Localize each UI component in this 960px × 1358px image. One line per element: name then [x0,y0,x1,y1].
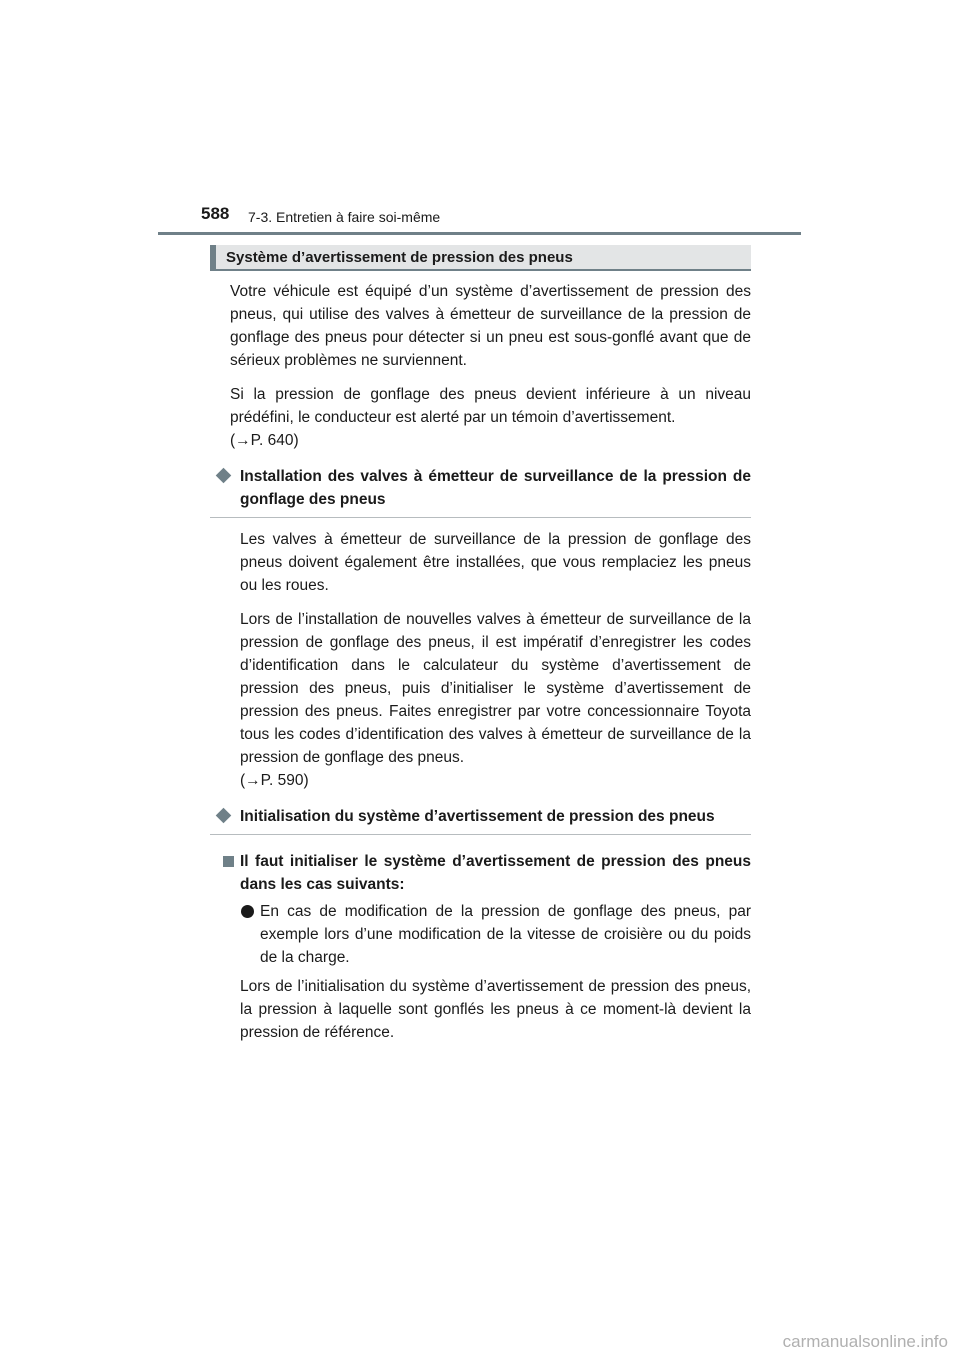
list-item [210,900,751,969]
page-header [201,204,801,234]
installation-reference[interactable]: (→P. 590) [240,772,309,789]
installation-heading [210,465,751,518]
content [210,245,751,1044]
installation-block [210,528,751,792]
initialisation-heading [210,805,751,835]
section-banner [210,245,751,271]
chapter-title: 7-3. Entretien à faire soi-même [248,209,441,225]
circle-bullet-icon [241,905,254,918]
watermark: carmanualsonline.info [782,1332,948,1351]
square-bullet-icon [223,856,234,867]
installation-heading-text: Installation des valves à émetteur de surveillance de la pression de gonflage des pneus [240,468,751,508]
intro-reference[interactable]: (→P. 640) [230,432,299,449]
header-rule [158,232,801,235]
intro-paragraph-2: Si la pression de gonflage des pneus devient inférieure à un niveau prédéfini, le conducteur est alerté par un témoin d’avertissement. [230,386,751,426]
section-title: Système d’avertissement de pression des pneus [226,248,573,266]
initialisation-subheading-text: Il faut initialiser le système d’avertissement de pression des pneus dans les cas suivants: [240,853,751,893]
installation-paragraph-1: Les valves à émetteur de surveillance de la pression de gonflage des pneus doivent également être installées, que vous remplaciez les pneus ou les roues. [240,531,751,594]
diamond-icon [216,808,232,824]
page-number: 588 [201,204,230,223]
diamond-icon [216,468,232,484]
installation-paragraph-2: Lors de l’installation de nouvelles valves à émetteur de surveillance de la pression de gonflage des pneus, il est impératif d’enregistrer les codes d’identification dans le calculateur du système d’avertissement de pression des pneus, puis d’initialiser le système d’avertissement de pression des pneus. Faites enregistrer par votre concessionnaire Toyota tous les codes d’identification des valves à émetteur de surveillance de la pression de gonflage des pneus. [240,611,751,766]
initialisation-paragraph: Lors de l’initialisation du système d’avertissement de pression des pneus, la pression à laquelle sont gonflés les pneus à ce moment-là devient la pression de référence. [240,978,751,1041]
intro-paragraph-1: Votre véhicule est équipé d’un système d’avertissement de pression des pneus, qui utilise des valves à émetteur de surveillance de la pression de gonflage des pneus pour détecter si un pneu est sous-gonflé avant que de sérieux problèmes ne surviennent. [230,283,751,369]
initialisation-block [210,975,751,1044]
intro-block [210,280,751,452]
list-item-text: En cas de modification de la pression de gonflage des pneus, par exemple lors d’une modification de la vitesse de croisière ou du poids de la charge. [260,903,751,966]
initialisation-subheading [210,850,751,896]
initialisation-heading-text: Initialisation du système d’avertissement de pression des pneus [240,808,715,825]
